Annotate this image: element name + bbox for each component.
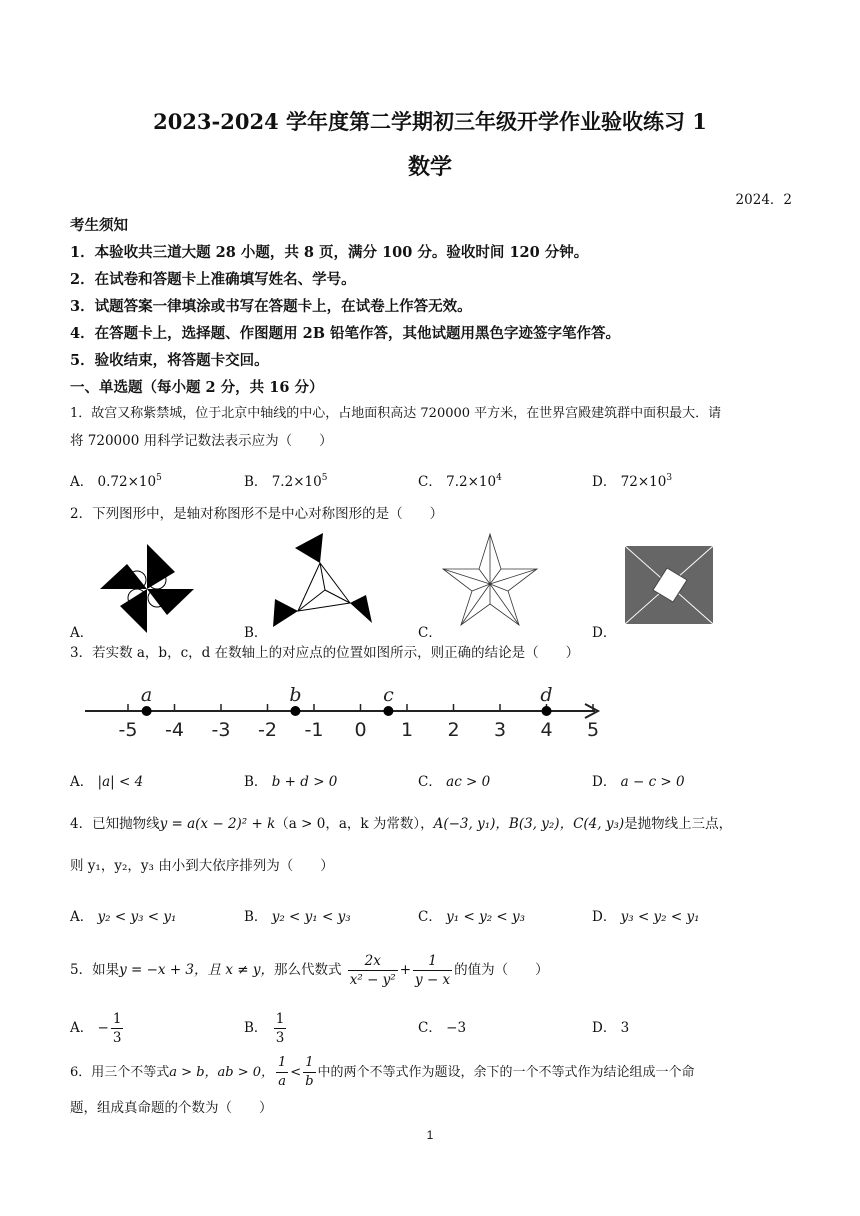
notice-item-4: 4．在答题卡上，选择题、作图题用 2B 铅笔作答，其他试题用黑色字迹签字笔作答。 xyxy=(70,325,621,342)
q3-option-b[interactable]: B． b + d > 0 xyxy=(244,774,338,790)
number-line-point-label-b: b xyxy=(289,684,302,706)
q4-option-b[interactable]: B． y₂ < y₁ < y₃ xyxy=(244,909,351,925)
number-line-tick-label: 5 xyxy=(586,719,600,741)
q5-fraction-2: $\frac{1}{y - x}$ xyxy=(415,953,451,988)
q1-stem-line1: 1．故宫又称紫禁城，位于北京中轴线的中心，占地面积高达 720000 平方米，在世界宫殿建筑群中面积最大．请 xyxy=(70,406,722,421)
q5-option-c[interactable]: C． −3 xyxy=(418,1020,467,1036)
number-line-tick-label: 4 xyxy=(540,719,553,741)
q4-equation: y = a(x − 2)² + k xyxy=(159,816,276,832)
q5-option-d[interactable]: D． 3 xyxy=(592,1020,630,1036)
q4-option-c[interactable]: C． y₁ < y₂ < y₃ xyxy=(418,909,526,925)
q2-figure-d-square-icon xyxy=(625,546,715,626)
q2-option-d[interactable]: D． xyxy=(592,625,617,641)
q1-option-b[interactable]: B． $7.2\times 10^5$ xyxy=(244,473,328,490)
q5-option-b[interactable]: B． $\frac{1}{3}$ xyxy=(244,1011,285,1046)
q2-option-b[interactable]: B． xyxy=(244,625,268,641)
q3-number-line xyxy=(80,683,610,743)
q5-fraction-1: $\frac{2x}{\text{x² − y²}}$ xyxy=(349,953,396,988)
exam-title: 2023-2024 学年度第二学期初三年级开学作业验收练习 1 xyxy=(153,109,707,134)
q2-figure-a-pinwheel-icon xyxy=(95,540,200,635)
q1-stem-line2: 将 720000 用科学记数法表示应为（ ） xyxy=(70,433,333,449)
notice-heading: 考生须知 xyxy=(70,217,128,234)
number-line-tick-label: -5 xyxy=(118,719,138,741)
q6-stem-line1: 6．用三个不等式a > b，ab > 0， $\frac{1}{a}$ < $\frac{1}{b}$ 中的两个不等式作为题设，余下的一个不等式作为结论组成一个命 xyxy=(70,1055,695,1089)
number-line-tick-label: 2 xyxy=(447,719,460,741)
exam-date: 2024．2 xyxy=(735,192,792,208)
number-line-point-a xyxy=(142,706,152,716)
q1-option-a[interactable]: A． $0.72\times 10^5$ xyxy=(70,473,162,490)
q2-figure-b-triangle-icon xyxy=(270,533,375,630)
q5-option-a[interactable]: A． − $\frac{1}{3}$ xyxy=(70,1011,122,1046)
q1-option-c[interactable]: C． $7.2\times 10^4$ xyxy=(418,473,502,490)
q3-stem: 3．若实数 a，b，c，d 在数轴上的对应点的位置如图所示，则正确的结论是（ ） xyxy=(70,645,580,661)
number-line-tick-label: 1 xyxy=(400,719,414,741)
q3-option-a[interactable]: A． |a| < 4 xyxy=(70,774,144,790)
notice-item-2: 2．在试卷和答题卡上准确填写姓名、学号。 xyxy=(70,271,356,288)
page-number: 1 xyxy=(426,1128,434,1142)
q4-stem-line1: 4．已知抛物线y = a(x − 2)² + k（a > 0，a，k 为常数），A(−3, y₁)，B(3, y₂)，C(4, y₃)是抛物线上三点， xyxy=(70,816,733,832)
number-line-point-c xyxy=(383,706,393,716)
number-line-tick-label: -2 xyxy=(258,719,277,741)
q2-option-c[interactable]: C． xyxy=(418,625,442,641)
number-line-point-d xyxy=(542,706,552,716)
number-line-point-b xyxy=(290,706,300,716)
subject-title: 数学 xyxy=(407,154,452,180)
q2-option-a[interactable]: A． xyxy=(70,625,94,641)
number-line-tick-label: 3 xyxy=(493,719,507,741)
q4-option-d[interactable]: D． y₃ < y₂ < y₁ xyxy=(592,909,700,925)
q3-option-c[interactable]: C． ac > 0 xyxy=(418,774,491,790)
number-line-tick-label: 0 xyxy=(354,719,367,741)
q4-option-a[interactable]: A． y₂ < y₃ < y₁ xyxy=(70,909,177,925)
number-line-tick-label: -1 xyxy=(304,719,324,741)
notice-item-3: 3．试题答案一律填涂或书写在答题卡上，在试卷上作答无效。 xyxy=(70,298,472,315)
number-line-point-label-a: a xyxy=(140,684,153,706)
notice-item-5: 5．验收结束，将答题卡交回。 xyxy=(70,352,269,369)
number-line-point-label-d: d xyxy=(540,684,553,706)
number-line-tick-label: -3 xyxy=(211,719,231,741)
q6-stem-line2: 题，组成真命题的个数为（ ） xyxy=(70,1100,273,1116)
q1-option-d[interactable]: D． $72\times 10^3$ xyxy=(592,473,673,490)
q5-stem: 5．如果y = −x + 3，且 x ≠ y，那么代数式 $\frac{2x}{\text{x² − y²}}$ + $\frac{1}{y - x}$ 的值为（ ） xyxy=(70,953,549,988)
q3-option-d[interactable]: D． a − c > 0 xyxy=(592,774,685,790)
q2-figure-c-star-icon xyxy=(440,532,540,627)
section-heading: 一、单选题（每小题 2 分，共 16 分） xyxy=(70,379,324,396)
number-line-point-label-c: c xyxy=(383,684,394,706)
q4-stem-line2: 则 y₁，y₂，y₃ 由小到大依序排列为（ ） xyxy=(70,858,334,874)
q4-points: A(−3, y₁)，B(3, y₂)，C(4, y₃) xyxy=(433,816,625,832)
q2-stem: 2．下列图形中，是轴对称图形不是中心对称图形的是（ ） xyxy=(70,506,444,522)
notice-item-1: 1．本验收共三道大题 28 小题，共 8 页，满分 100 分。验收时间 120 分钟。 xyxy=(70,244,589,261)
number-line-tick-label: -4 xyxy=(165,719,184,741)
